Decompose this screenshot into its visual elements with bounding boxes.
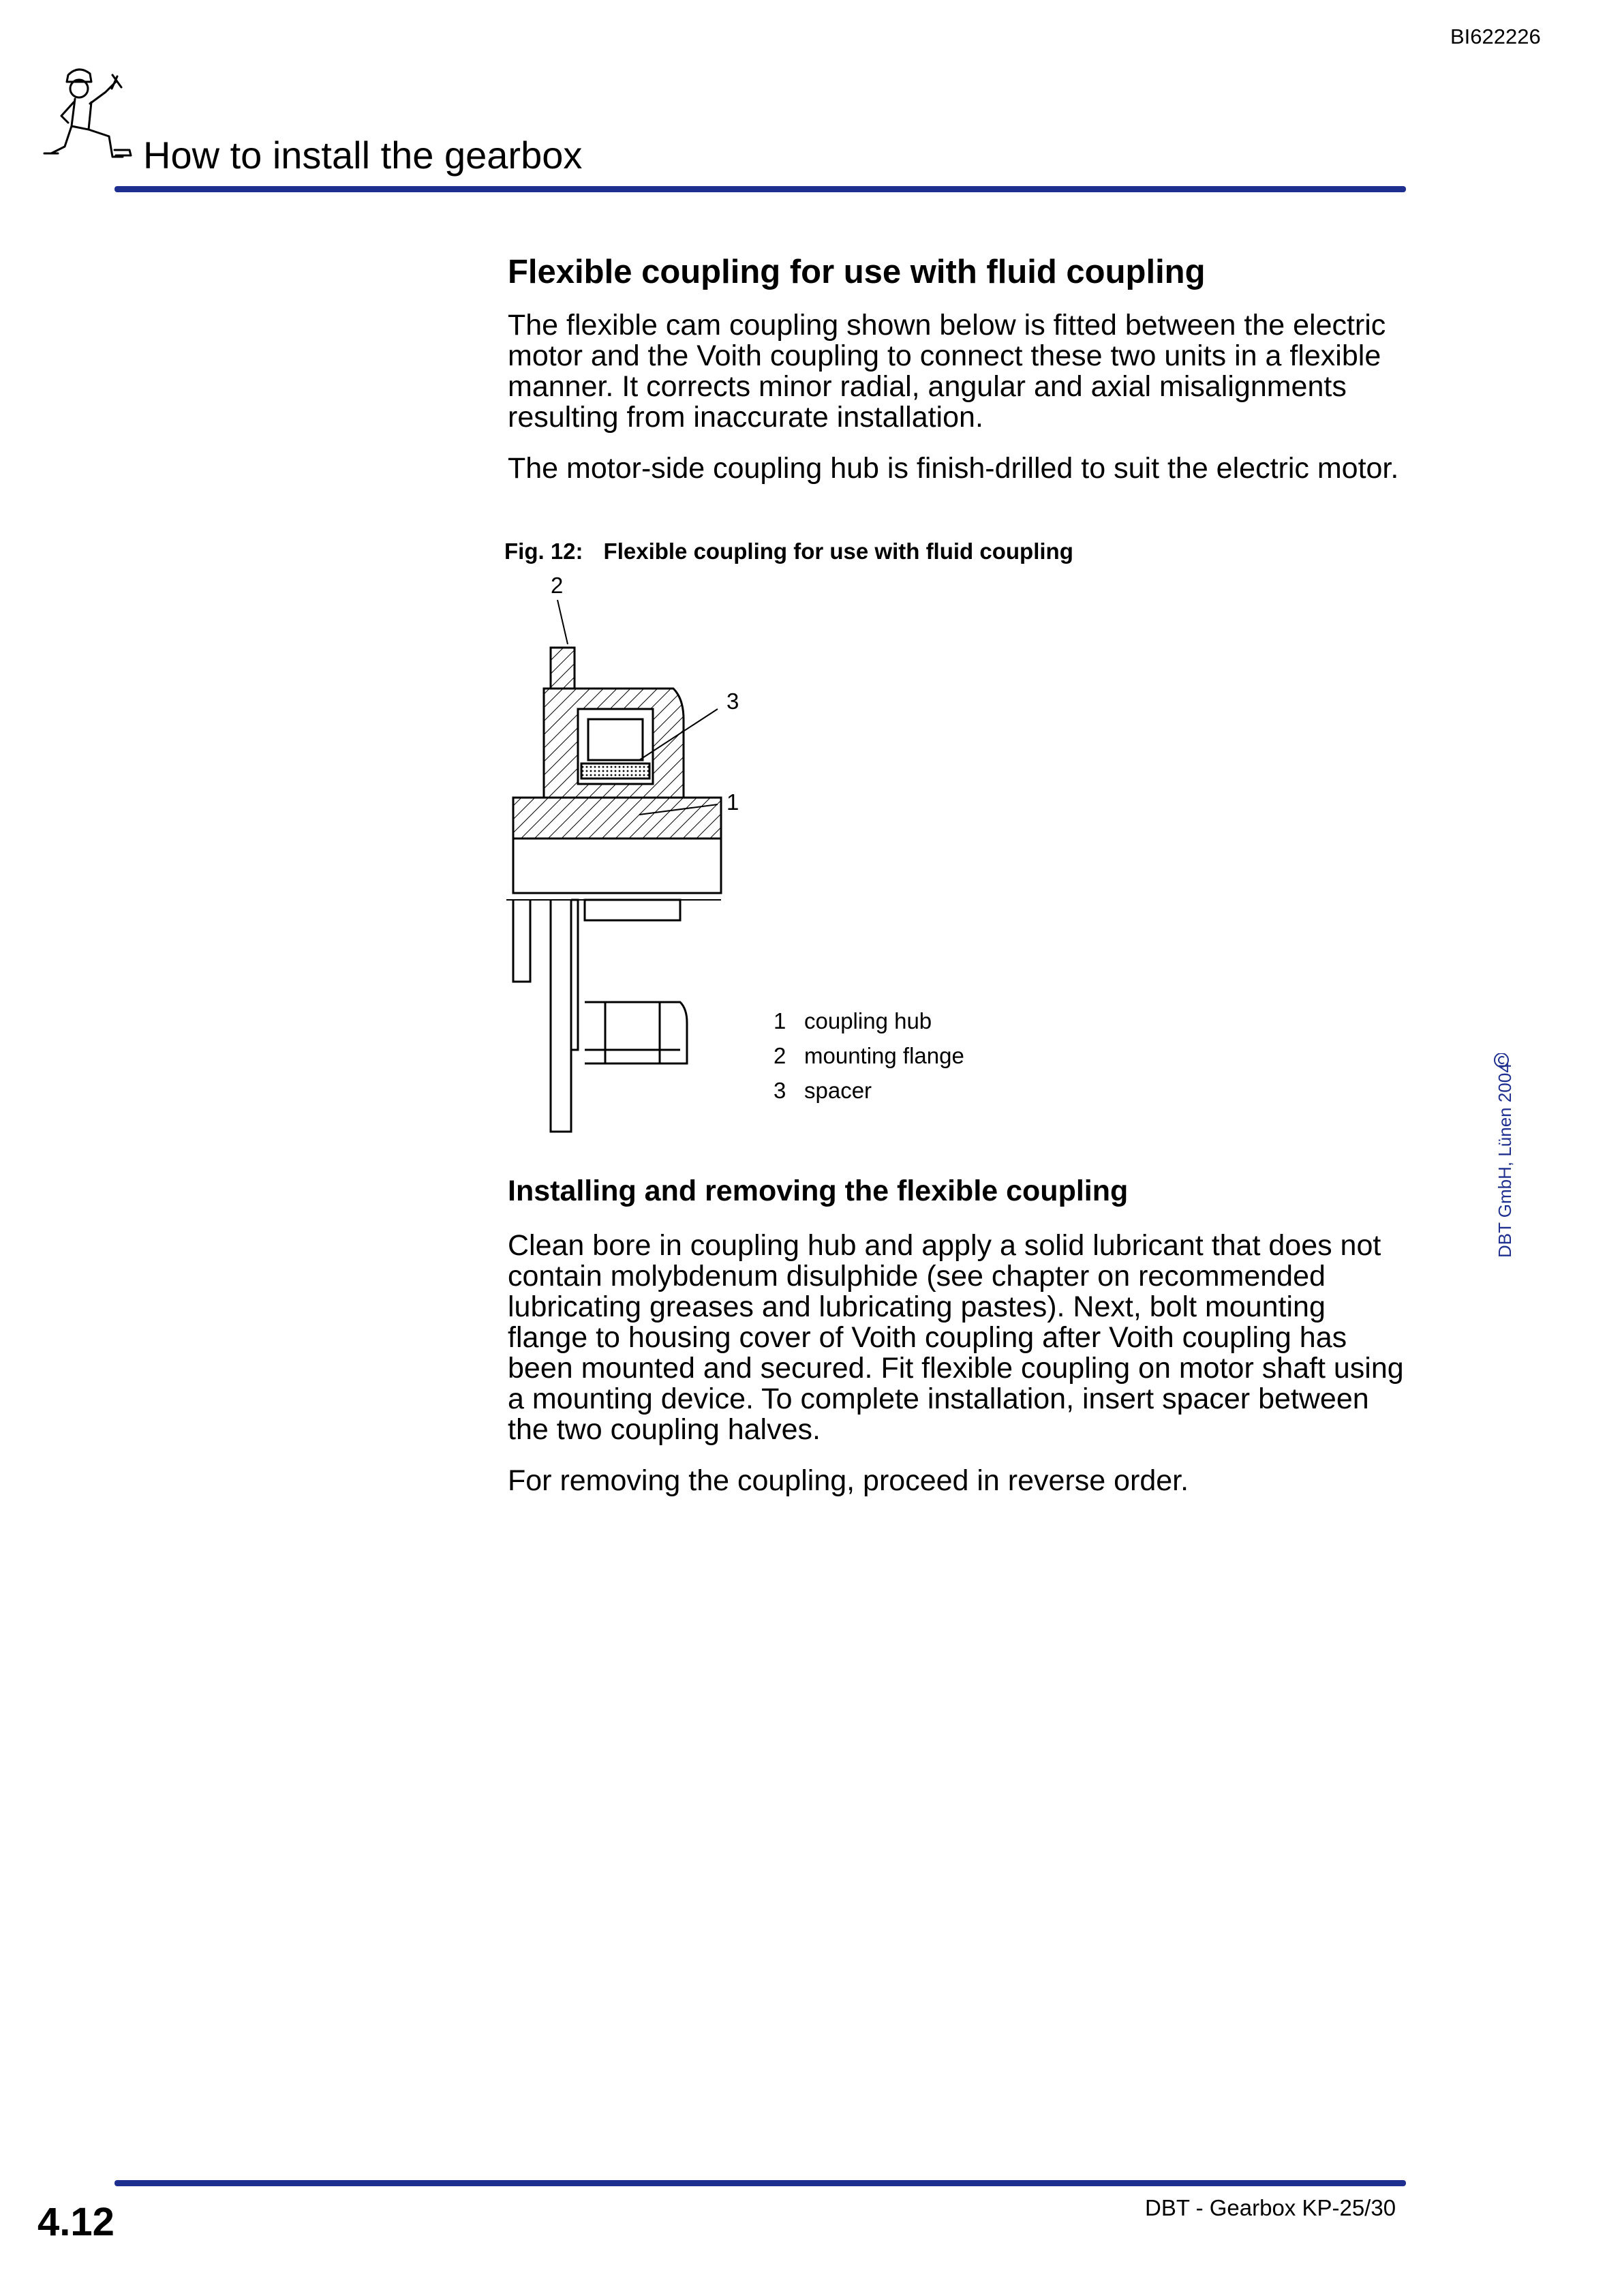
figure-number: Fig. 12:	[504, 539, 583, 564]
legend-item	[774, 1073, 964, 1108]
legend-label: spacer	[804, 1078, 872, 1103]
figure-caption	[504, 539, 1073, 564]
section-title: How to install the gearbox	[143, 134, 583, 177]
page-number: 4.12	[37, 2200, 114, 2244]
document-id: BI622226	[1450, 25, 1541, 48]
figure-legend	[774, 1003, 964, 1108]
removal-paragraph: For removing the coupling, proceed in reverse order.	[508, 1464, 1189, 1497]
mounting-flange	[551, 648, 575, 689]
copyright-text: DBT GmbH, Lünen 2004	[1495, 1063, 1515, 1258]
header-rule	[114, 186, 1406, 192]
legend-number: 3	[774, 1078, 786, 1103]
legend-item	[774, 1003, 964, 1038]
legend-item	[774, 1038, 964, 1073]
installation-paragraph: Clean bore in coupling hub and apply a solid lubricant that does not contain molybdenum disulphide (see chapter on recommended lubricating greases and lubricating pastes). Next, bolt mounting flange to housing cover of Voith coupling after Voith coupling has been mounted and secured. Fit flexible coupling on motor shaft using a mounting device. To complete installation, insert spacer between the two coupling halves.	[508, 1229, 1404, 1446]
callout-coupling-hub: 1	[726, 789, 739, 815]
legend-label: mounting flange	[804, 1043, 964, 1068]
intro-paragraph: The flexible cam coupling shown below is fitted between the electric motor and the Voith coupling to connect these two units in a flexible manner. It corrects minor radial, angular and axial misalignments resulting from inaccurate installation.	[508, 309, 1386, 434]
subsection-heading: Installing and removing the flexible coupling	[508, 1175, 1129, 1207]
legend-number: 2	[774, 1043, 786, 1068]
section-heading: Flexible coupling for use with fluid coupling	[508, 254, 1206, 290]
worker-with-wrench-icon	[41, 61, 143, 177]
document-title: DBT - Gearbox KP-25/30	[1145, 2195, 1396, 2220]
figure-caption-text: Flexible coupling for use with fluid coupling	[603, 539, 1073, 564]
copyright-notice	[1482, 1053, 1523, 1278]
footer-rule	[114, 2180, 1406, 2186]
callout-mounting-flange: 2	[551, 573, 564, 598]
coupling-hub	[513, 798, 721, 839]
callout-spacer: 3	[726, 689, 739, 714]
legend-number: 1	[774, 1008, 786, 1033]
legend-label: coupling hub	[804, 1008, 932, 1033]
hub-paragraph: The motor-side coupling hub is finish-drilled to suit the electric motor.	[508, 452, 1399, 485]
